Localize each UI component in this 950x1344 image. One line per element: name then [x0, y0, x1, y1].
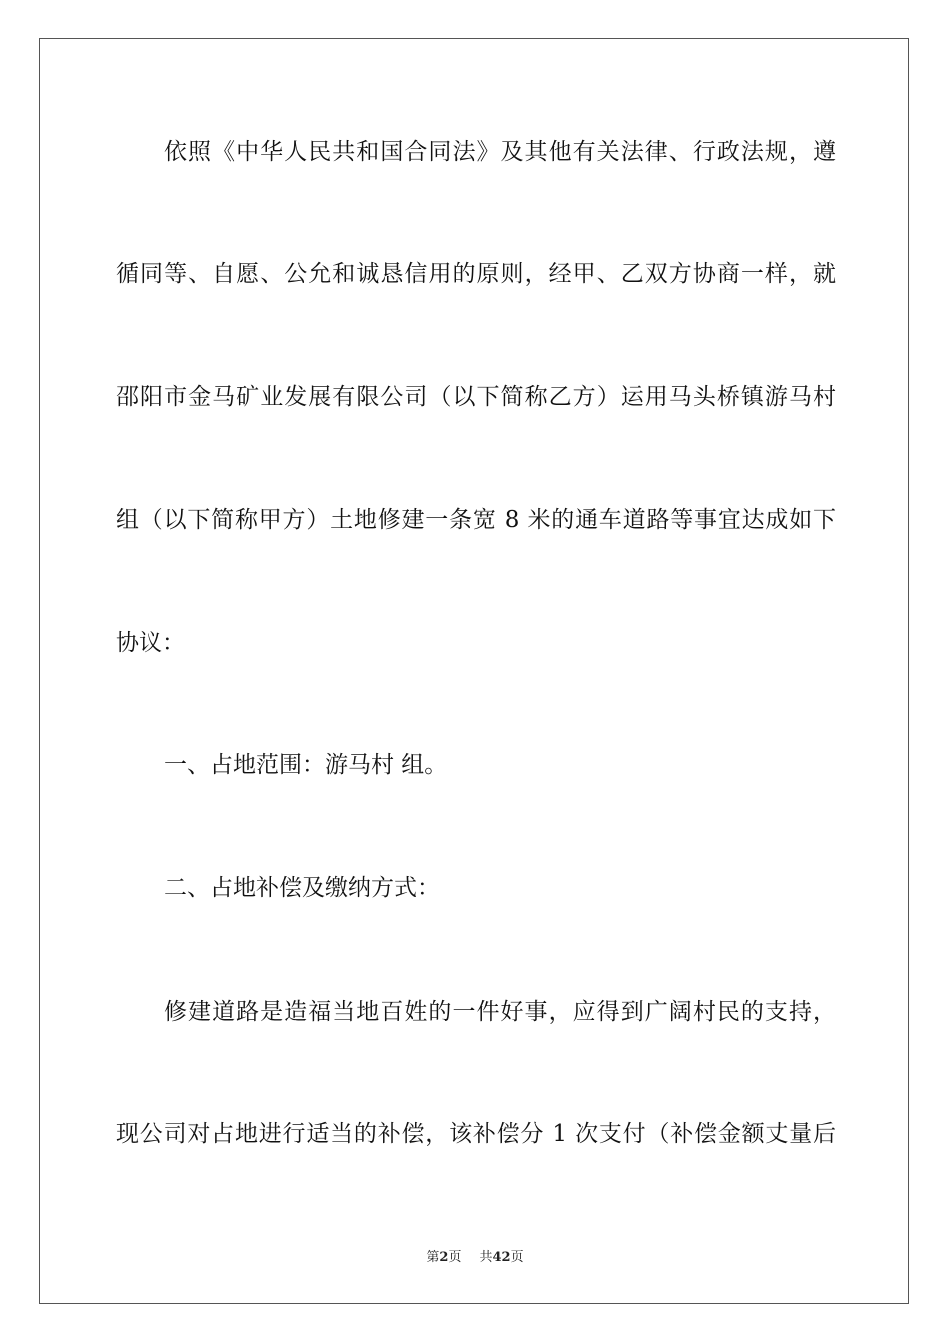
section-heading-2: 二、占地补偿及缴纳方式： — [164, 875, 440, 901]
footer-total-prefix: 共 — [479, 1250, 493, 1265]
section-heading-1: 一、占地范围：游马村 组。 — [164, 752, 448, 778]
footer-total-pages: 42 — [492, 1250, 511, 1265]
paragraph-line-2: 循同等、自愿、公允和诚恳信用的原则，经甲、乙双方协商一样，就 — [116, 261, 836, 287]
page-footer — [0, 1246, 950, 1265]
paragraph-line-1: 依照《中华人民共和国合同法》及其他有关法律、行政法规，遵 — [164, 139, 836, 165]
footer-page-prefix: 第 — [426, 1250, 440, 1265]
paragraph-line-5: 协议： — [116, 630, 185, 656]
paragraph-line-6: 修建道路是造福当地百姓的一件好事，应得到广阔村民的支持， — [164, 999, 836, 1025]
paragraph-line-3: 邵阳市金马矿业发展有限公司（以下简称乙方）运用马头桥镇游马村 — [116, 384, 836, 410]
paragraph-line-4: 组（以下简称甲方）土地修建一条宽 8 米的通车道路等事宜达成如下 — [116, 507, 836, 533]
footer-total-suffix: 页 — [510, 1250, 524, 1265]
page-border — [39, 38, 909, 1304]
footer-page-suffix: 页 — [448, 1250, 462, 1265]
footer-page-number: 2 — [439, 1250, 449, 1265]
paragraph-line-7: 现公司对占地进行适当的补偿，该补偿分 1 次支付（补偿金额丈量后 — [116, 1121, 836, 1147]
